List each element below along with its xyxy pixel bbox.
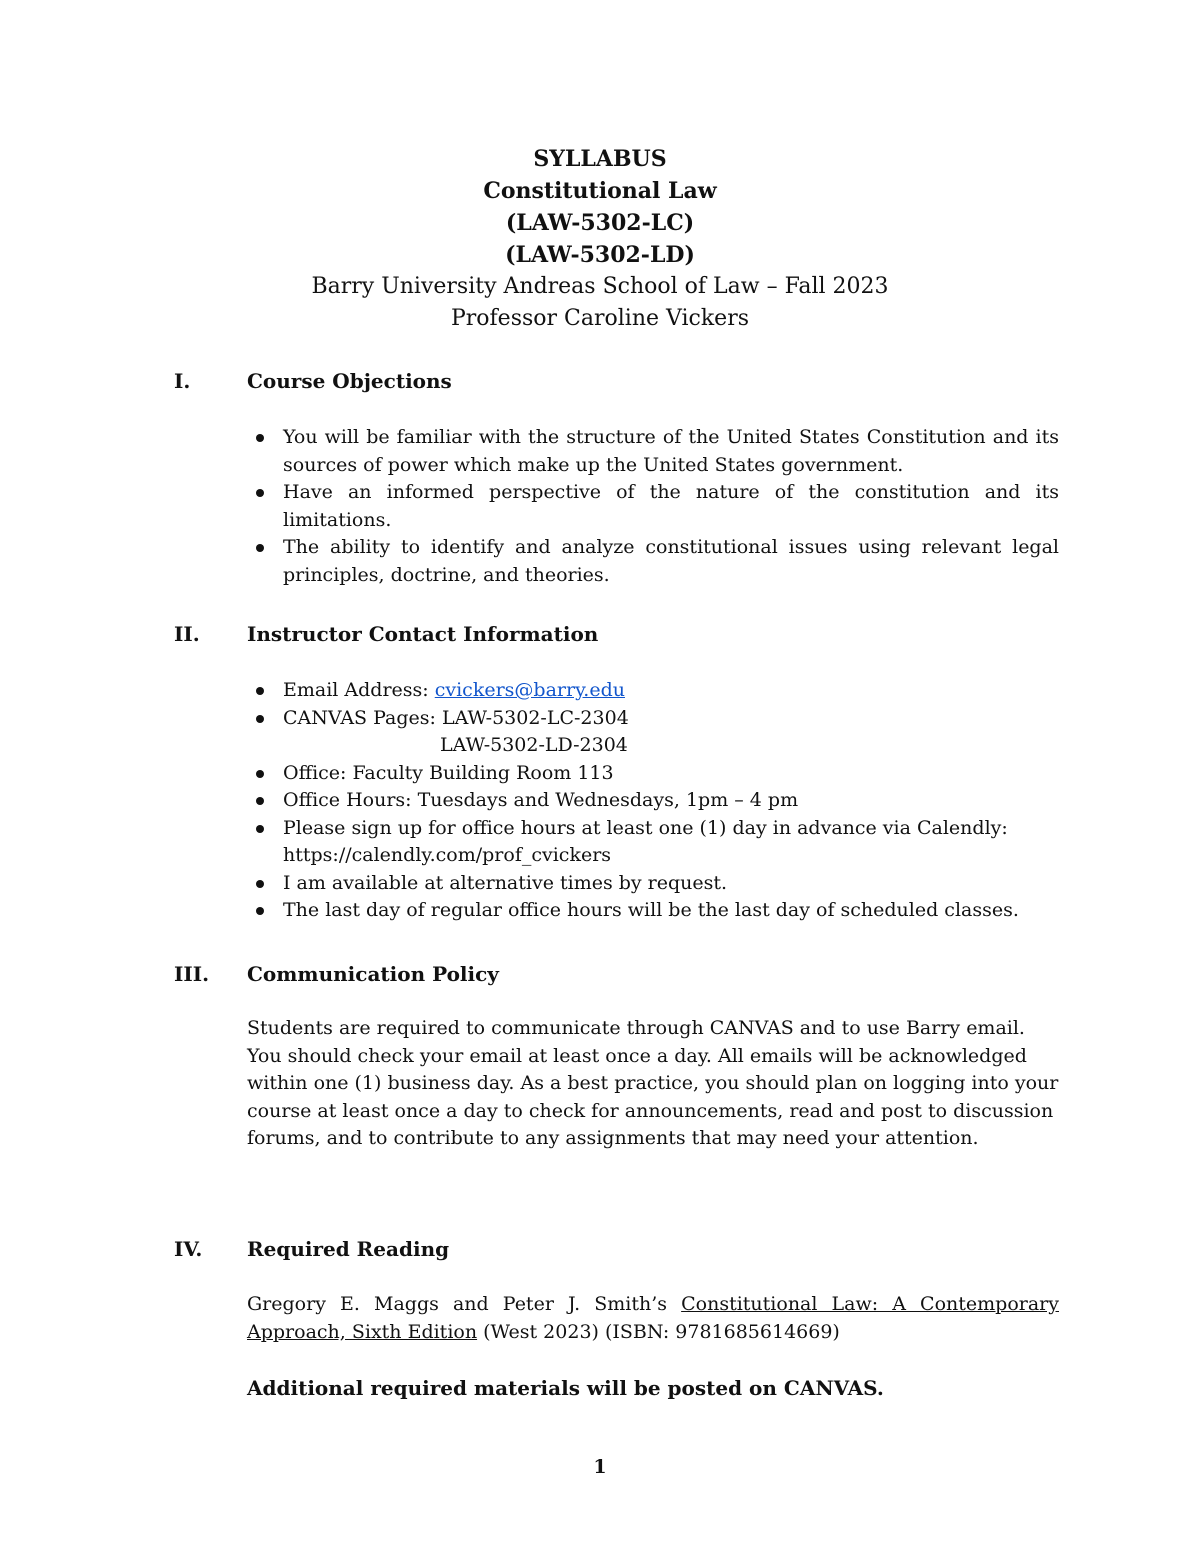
course-code-lc: (LAW-5302-LC)	[505, 210, 695, 236]
bullet-icon	[256, 880, 264, 888]
section-number: II.	[174, 622, 200, 646]
section-title: Communication Policy	[247, 962, 499, 986]
canvas-second-page: LAW-5302-LD-2304	[440, 734, 628, 756]
bullet-icon	[256, 687, 264, 695]
contact-list	[247, 677, 1059, 925]
list-item: The last day of regular office hours will be the last day of scheduled classes.	[247, 897, 1059, 925]
bullet-icon	[256, 770, 264, 778]
objections-list	[247, 424, 1059, 589]
bullet-icon	[256, 907, 264, 915]
book-title: Constitutional Law: A Contemporary Approach, Sixth Edition	[247, 1293, 1059, 1343]
list-item: Have an informed perspective of the nature of the constitution and its limitations.	[247, 479, 1059, 534]
page-number: 1	[593, 1456, 607, 1478]
communication-paragraph: Students are required to communicate through CANVAS and to use Barry email. You should check your email at least once a day. All emails will be acknowledged within one (1) business day. As a best practice, you should plan on logging into your course at least once a day to check for announcements, read and post to discussion forums, and to contribute to any assignments that may need your attention.	[247, 1017, 1059, 1149]
section-title: Required Reading	[247, 1237, 450, 1261]
list-item: Office Hours: Tuesdays and Wednesdays, 1pm – 4 pm	[247, 787, 1059, 815]
list-item: Please sign up for office hours at least one (1) day in advance via Calendly: https://calendly.com/prof_cvickers	[247, 815, 1059, 870]
list-item: Office: Faculty Building Room 113	[247, 760, 1059, 788]
list-item: You will be familiar with the structure of the United States Constitution and its sources of power which make up the United States government.	[247, 424, 1059, 479]
bullet-icon	[256, 489, 264, 497]
list-item: Email Address: cvickers@barry.edu	[247, 677, 1059, 705]
list-item: CANVAS Pages: LAW-5302-LC-2304 LAW-5302-LD-2304	[247, 705, 1059, 760]
section-number: I.	[174, 369, 191, 393]
bullet-icon	[256, 797, 264, 805]
doc-type-title: SYLLABUS	[533, 146, 667, 172]
course-title: Constitutional Law	[483, 178, 717, 204]
section-title: Instructor Contact Information	[247, 622, 599, 646]
course-code-ld: (LAW-5302-LD)	[505, 242, 695, 268]
document-header	[0, 143, 1200, 335]
reading-citation: Gregory E. Maggs and Peter J. Smith’s Constitutional Law: A Contemporary Approach, Sixth Edition (West 2023) (ISBN: 9781685614669)	[247, 1293, 1059, 1343]
bullet-icon	[256, 825, 264, 833]
list-item: I am available at alternative times by request.	[247, 870, 1059, 898]
additional-materials-note: Additional required materials will be posted on CANVAS.	[247, 1376, 884, 1400]
school-term: Barry University Andreas School of Law – Fall 2023	[311, 274, 889, 299]
section-title: Course Objections	[247, 369, 452, 393]
list-item: The ability to identify and analyze constitutional issues using relevant legal principles, doctrine, and theories.	[247, 534, 1059, 589]
section-number: III.	[174, 962, 210, 986]
bullet-icon	[256, 715, 264, 723]
email-link[interactable]: cvickers@barry.edu	[434, 679, 625, 701]
bullet-icon	[256, 434, 264, 442]
professor-name: Professor Caroline Vickers	[450, 306, 750, 331]
bullet-icon	[256, 544, 264, 552]
section-number: IV.	[174, 1237, 203, 1261]
